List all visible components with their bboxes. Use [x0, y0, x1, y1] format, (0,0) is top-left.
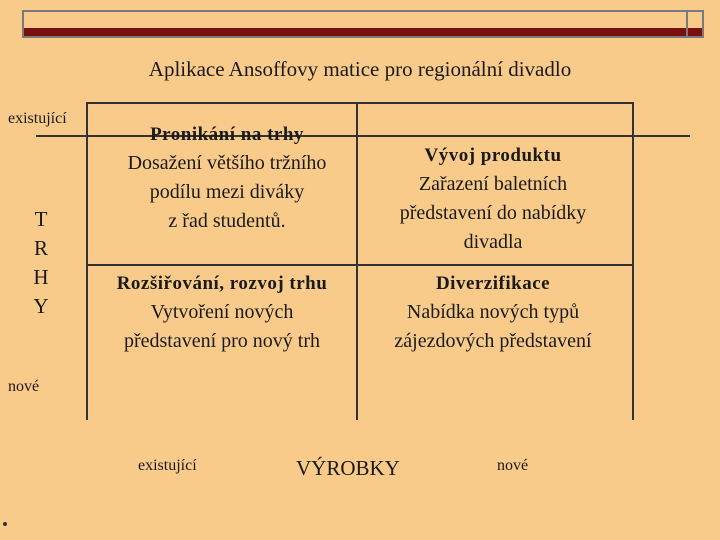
x-axis-left-label: existující: [138, 457, 197, 474]
x-axis-title: VÝROBKY: [296, 456, 400, 480]
matrix-middle-divider: [86, 264, 634, 266]
cell-product-development: [362, 141, 624, 257]
cell-diversification: [362, 269, 624, 356]
cell-line: Nabídka nových typů: [406, 301, 580, 323]
title-bar-corner-square: [686, 12, 702, 36]
y-axis-bottom-label: nové: [8, 378, 40, 395]
bullet-dot: [3, 522, 7, 526]
matrix-left-border: [86, 102, 88, 420]
matrix-right-border: [632, 102, 634, 420]
slide-title: Aplikace Ansoffovy matice pro regionální divadlo: [148, 57, 572, 81]
y-axis-top-label: existující: [8, 110, 67, 127]
cell-market-development: [90, 269, 354, 356]
title-bar-stripe: [24, 28, 702, 36]
y-axis-letter: Y: [33, 294, 49, 318]
cell-heading: Rozšiřování, rozvoj trhu: [116, 273, 328, 294]
cell-line: představení do nabídky: [399, 202, 587, 224]
cell-line: představení pro nový trh: [123, 330, 321, 352]
cell-heading: Diverzifikace: [435, 273, 551, 294]
cell-heading: Vývoj produktu: [424, 145, 562, 166]
cell-line: Zařazení baletních: [418, 173, 568, 195]
cell-market-penetration: [92, 120, 362, 236]
cell-heading: Pronikání na trhy: [150, 124, 304, 145]
matrix-top-border: [86, 102, 634, 104]
cell-line: Dosažení většího tržního: [127, 152, 327, 174]
cell-line: zájezdových představení: [394, 330, 592, 352]
cell-line: z řad studentů.: [168, 210, 286, 232]
title-bar-decoration: [22, 10, 704, 38]
cell-line: divadla: [463, 231, 523, 253]
x-axis-right-label: nové: [497, 457, 529, 474]
y-axis-letter: T: [34, 207, 48, 231]
cell-line: Vytvoření nových: [150, 301, 294, 323]
y-axis-letter: H: [33, 265, 49, 289]
y-axis-title: [30, 205, 52, 321]
cell-line: podílu mezi diváky: [149, 181, 305, 203]
y-axis-letter: R: [33, 236, 48, 260]
